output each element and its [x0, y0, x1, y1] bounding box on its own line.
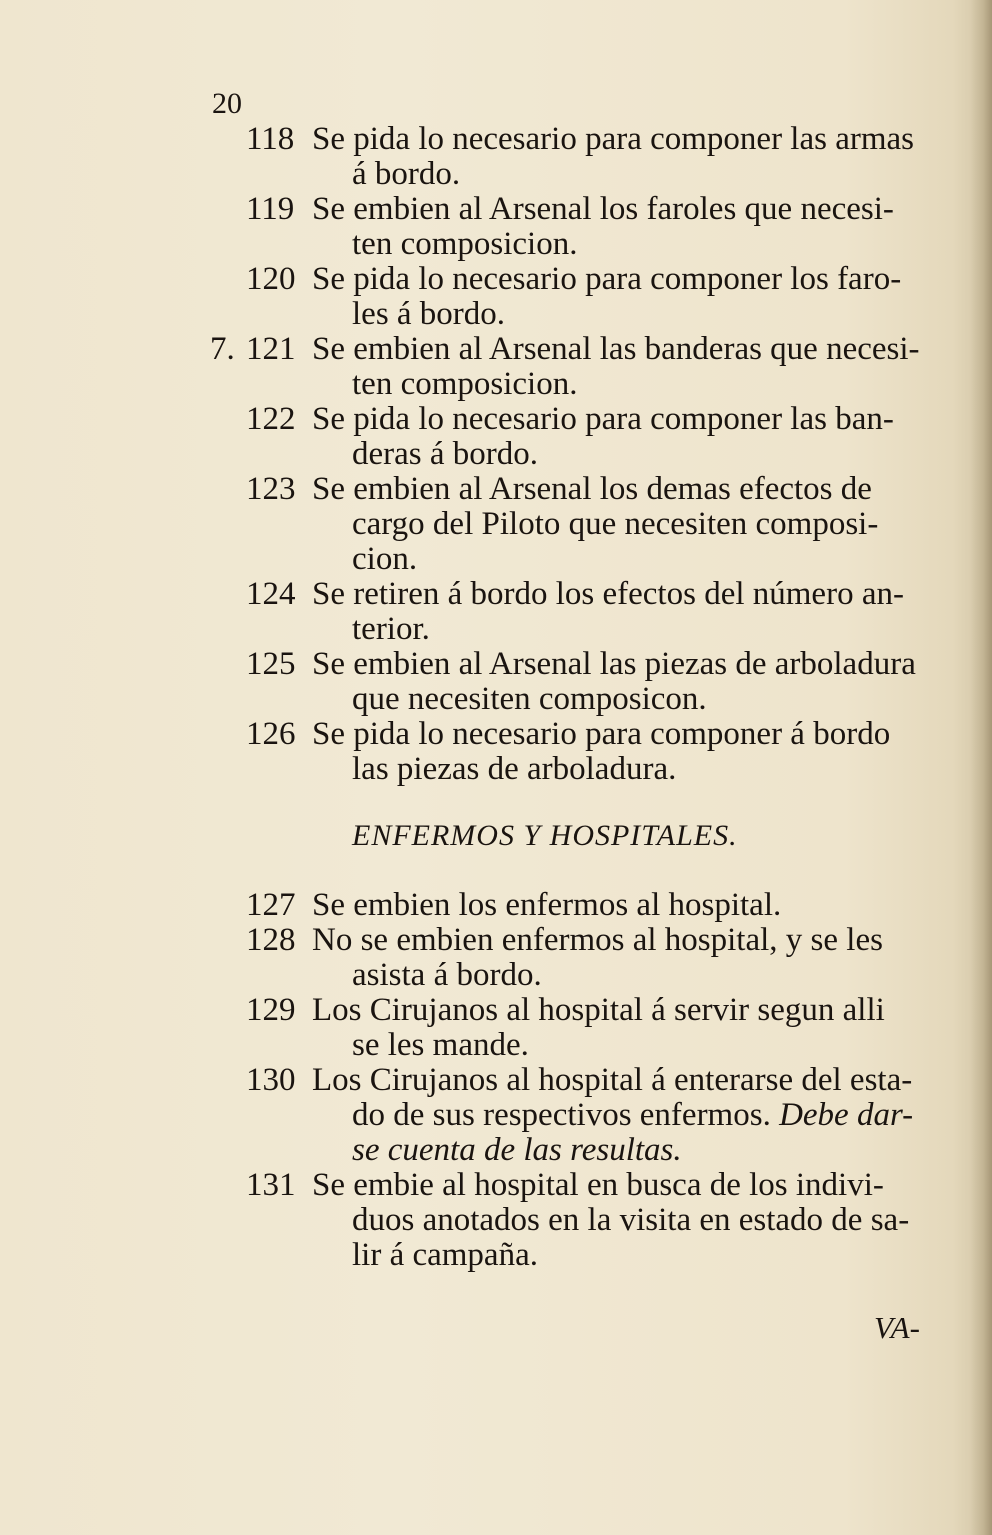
entry-line: Se embien los enfermos al hospital. [312, 887, 782, 923]
entry-line: Se pida lo necesario para componer á bordo [312, 716, 891, 752]
entry-121 [210, 332, 945, 402]
entry-number: 125 [246, 646, 296, 682]
entry-line: Se retiren á bordo los efectos del número an- [312, 576, 904, 612]
entry-line: Los Cirujanos al hospital á servir segun alli [312, 992, 885, 1028]
entry-119 [210, 192, 945, 262]
entry-line: Se pida lo necesario para componer las ban- [312, 401, 894, 437]
page-number: 20 [212, 87, 242, 120]
entry-131 [210, 1168, 945, 1273]
entry-line-with-note [352, 1098, 945, 1133]
entry-129 [210, 993, 945, 1063]
catchword: VA- [874, 1310, 920, 1345]
entry-126 [210, 717, 945, 787]
entry-line: les á bordo. [352, 296, 506, 332]
section-heading: ENFERMOS Y HOSPITALES. [352, 819, 738, 852]
entry-line: ten composicion. [352, 366, 578, 402]
page-edge-shadow [970, 0, 992, 1535]
entry-number: 121 [246, 331, 296, 367]
entry-line: Se pida lo necesario para componer los faro- [312, 261, 902, 297]
margin-note: 7. [210, 331, 235, 367]
entry-127 [210, 888, 945, 923]
entry-line: lir á campaña. [352, 1237, 538, 1273]
entry-124 [210, 577, 945, 647]
entry-note: se cuenta de las resultas. [352, 1132, 682, 1168]
entry-number: 127 [246, 887, 296, 923]
entry-120 [210, 262, 945, 332]
entry-number: 124 [246, 576, 296, 612]
entry-128 [210, 923, 945, 993]
entry-number: 122 [246, 401, 296, 437]
entry-list-orders [210, 122, 945, 787]
entry-125 [210, 647, 945, 717]
entry-line: ten composicion. [352, 226, 578, 262]
entry-note: Debe dar- [779, 1097, 914, 1133]
entry-line: do de sus respectivos enfermos. [352, 1097, 771, 1133]
entry-line: Se embien al Arsenal las banderas que necesi- [312, 331, 920, 367]
entry-line: Se embien al Arsenal las piezas de arboladura [312, 646, 916, 682]
entry-line: Se embien al Arsenal los faroles que necesi- [312, 191, 894, 227]
entry-130 [210, 1063, 945, 1168]
entry-list-sick [210, 888, 945, 1273]
entry-number: 129 [246, 992, 296, 1028]
entry-number: 131 [246, 1167, 296, 1203]
entry-line: Se pida lo necesario para componer las armas [312, 121, 915, 157]
entry-line: á bordo. [352, 156, 461, 192]
entry-number: 126 [246, 716, 296, 752]
entry-number: 130 [246, 1062, 296, 1098]
entry-line: Se embie al hospital en busca de los indivi- [312, 1167, 884, 1203]
entry-line: asista á bordo. [352, 957, 542, 993]
entry-line: Se embien al Arsenal los demas efectos de [312, 471, 872, 507]
entry-number: 123 [246, 471, 296, 507]
entry-number: 120 [246, 261, 296, 297]
entry-line: deras á bordo. [352, 436, 539, 472]
entry-number: 119 [246, 191, 295, 227]
entry-line: que necesiten composicon. [352, 681, 707, 717]
entry-line: cargo del Piloto que necesiten composi- [352, 506, 879, 542]
entry-line: Los Cirujanos al hospital á enterarse del esta- [312, 1062, 913, 1098]
entry-line: cion. [352, 541, 418, 577]
entry-number: 118 [246, 121, 295, 157]
entry-line: se les mande. [352, 1027, 529, 1063]
entry-line: duos anotados en la visita en estado de sa- [352, 1202, 910, 1238]
entry-line: No se embien enfermos al hospital, y se les [312, 922, 883, 958]
entry-line: las piezas de arboladura. [352, 751, 677, 787]
entry-118 [210, 122, 945, 192]
entry-123 [210, 472, 945, 577]
entry-line: terior. [352, 611, 430, 647]
entry-122 [210, 402, 945, 472]
entry-number: 128 [246, 922, 296, 958]
